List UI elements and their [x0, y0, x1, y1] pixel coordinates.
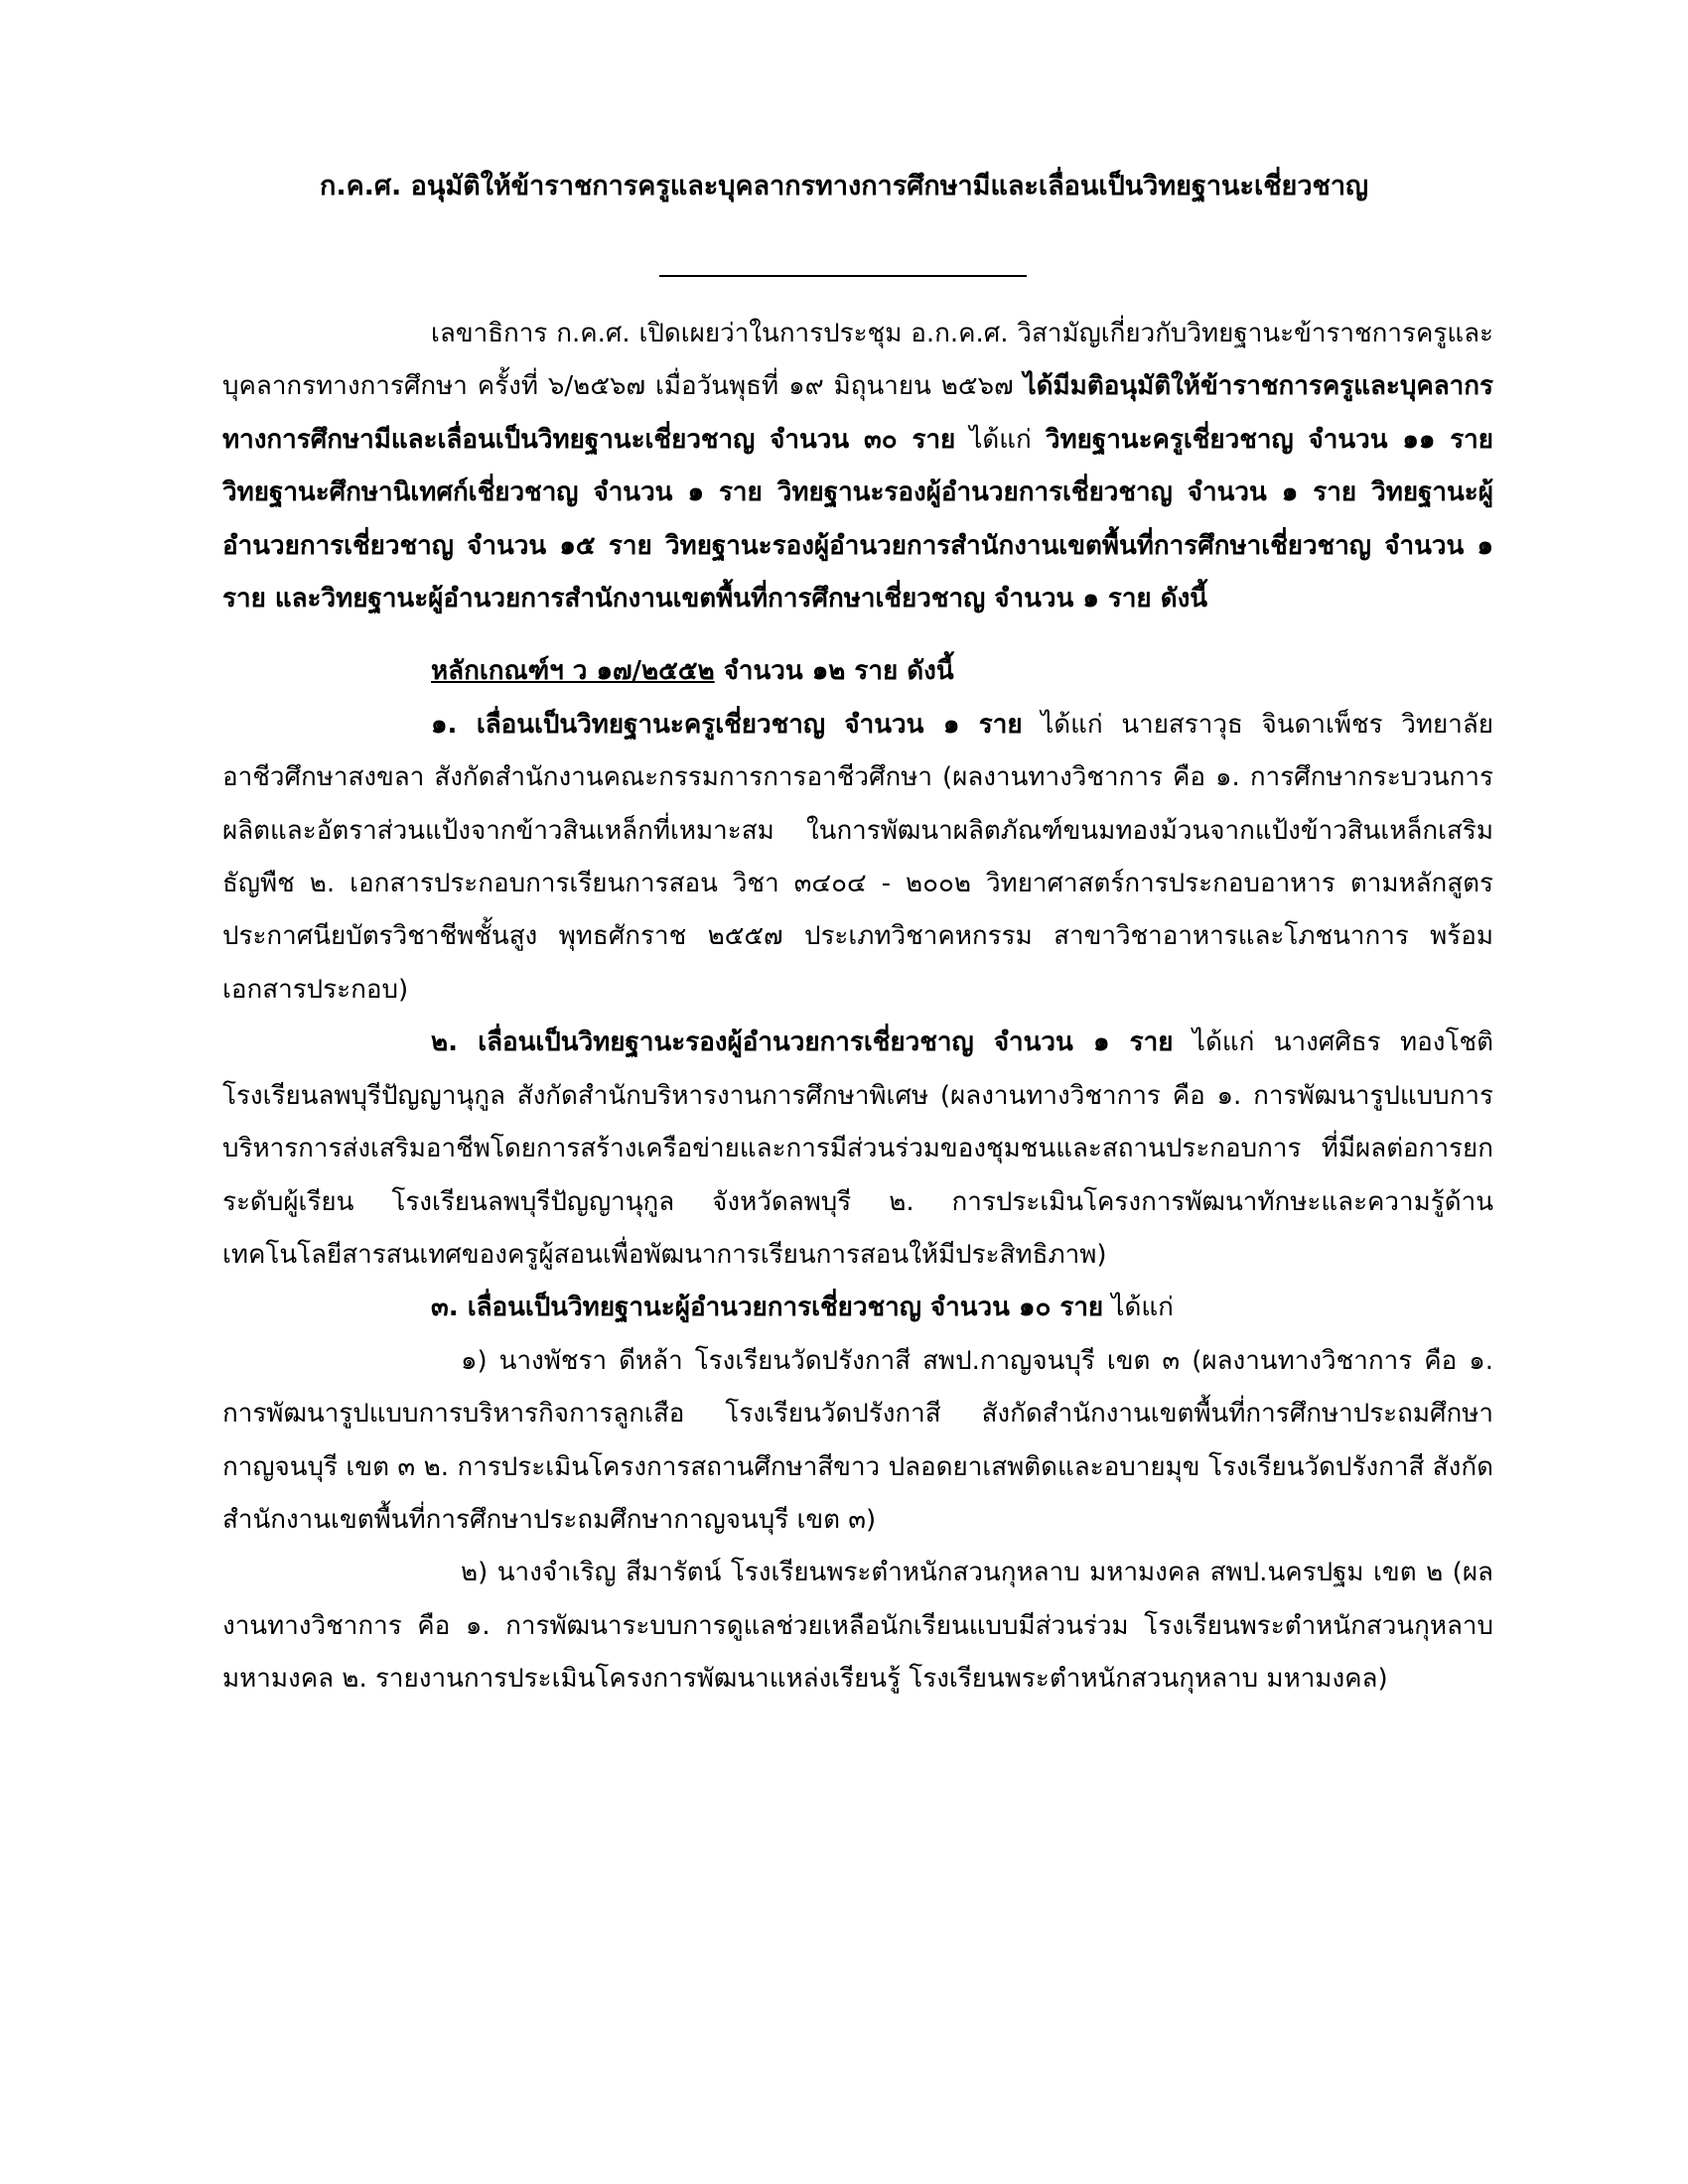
intro-resolution: ได้มีมติอนุมัติให้ข้าราชการครูและบุคลากรทางการศึกษามีและเลื่อนเป็นวิทยฐานะเชี่ยวชาญ จำนวน ๓๐ ราย — [222, 371, 1493, 455]
page-title: ก.ค.ศ. อนุมัติให้ข้าราชการครูและบุคลากรทางการศึกษามีและเลื่อนเป็นวิทยฐานะเชี่ยวชาญ — [319, 171, 1369, 202]
section-3-text: ได้แก่ — [1103, 1293, 1174, 1323]
document-body — [222, 308, 1493, 1706]
intro-paragraph — [222, 308, 1493, 625]
section-3-heading: ๓. เลื่อนเป็นวิทยฐานะผู้อำนวยการเชี่ยวชาญ จำนวน ๑๐ ราย — [431, 1293, 1104, 1323]
section-1-paragraph — [222, 699, 1493, 1017]
section-2-paragraph — [222, 1017, 1493, 1282]
list-item: ๒) นางจำเริญ สีมารัตน์ โรงเรียนพระตำหนักสวนกุหลาบ มหามงคล สพป.นครปฐม เขต ๒ (ผลงานทางวิชาการ คือ ๑. การพัฒนาระบบการดูแลช่วยเหลือนักเรียนแบบมีส่วนร่วม โรงเรียนพระตำหนักสวนกุหลาบ มหามงคล ๒. รายงานการประเมินโครงการพัฒนาแหล่งเรียนรู้ โรงเรียนพระตำหนักสวนกุหลาบ มหามงคล) — [222, 1558, 1493, 1695]
criteria-heading — [222, 645, 1493, 698]
criteria-count: จำนวน ๑๒ ราย ดังนี้ — [714, 656, 954, 687]
section-1-heading: ๑. เลื่อนเป็นวิทยฐานะครูเชี่ยวชาญ จำนวน ๑ ราย — [431, 709, 1023, 740]
criteria-reference: หลักเกณฑ์ฯ ว ๑๗/๒๕๕๒ — [431, 656, 715, 687]
section-2-heading: ๒. เลื่อนเป็นวิทยฐานะรองผู้อำนวยการเชี่ยวชาญ จำนวน ๑ ราย — [431, 1027, 1174, 1058]
intro-text: เลขาธิการ ก.ค.ศ. เปิดเผยว่าในการประชุม อ.ก.ค.ศ. วิสามัญเกี่ยวกับวิทยฐานะข้าราชการครูและบุคลากรทางการศึกษา ครั้งที่ ๖/๒๕๖๗ เมื่อวันพุธที่ ๑๙ มิถุนายน ๒๕๖๗ — [222, 319, 1493, 402]
section-3-paragraph — [222, 1282, 1493, 1334]
intro-breakdown: วิทยฐานะครูเชี่ยวชาญ จำนวน ๑๑ ราย วิทยฐานะศึกษานิเทศก์เชี่ยวชาญ จำนวน ๑ ราย วิทยฐานะรองผู้อำนวยการเชี่ยวชาญ จำนวน ๑ ราย วิทยฐานะผู้อำนวยการเชี่ยวชาญ จำนวน ๑๕ ราย วิทยฐานะรองผู้อำนวยการสำนักงานเขตพื้นที่การศึกษาเชี่ยวชาญ จำนวน ๑ ราย และวิทยฐานะผู้อำนวยการสำนักงานเขตพื้นที่การศึกษาเชี่ยวชาญ จำนวน ๑ ราย ดังนี้ — [222, 424, 1493, 614]
section-1-text: ได้แก่ นายสราวุธ จินดาเพ็ชร วิทยาลัยอาชีวศึกษาสงขลา สังกัดสำนักงานคณะกรรมการการอาชีวศึกษา (ผลงานทางวิชาการ คือ ๑. การศึกษากระบวนการผลิตและอัตราส่วนแป้งจากข้าวสินเหล็กที่เหมาะสม ในการพัฒนาผลิตภัณฑ์ขนมทองม้วนจากแป้งข้าวสินเหล็กเสริมธัญพืช ๒. เอกสารประกอบการเรียนการสอน วิชา ๓๔๐๔ - ๒๐๐๒ วิทยาศาสตร์การประกอบอาหาร ตามหลักสูตรประกาศนียบัตรวิชาชีพชั้นสูง พุทธศักราช ๒๕๕๗ ประเภทวิชาคหกรรม สาขาวิชาอาหารและโภชนาการ พร้อมเอกสารประกอบ) — [222, 709, 1493, 1005]
list-item: ๑) นางพัชรา ดีหล้า โรงเรียนวัดปรังกาสี สพป.กาญจนบุรี เขต ๓ (ผลงานทางวิชาการ คือ ๑. การพัฒนารูปแบบการบริหารกิจการลูกเสือ โรงเรียนวัดปรังกาสี สังกัดสำนักงานเขตพื้นที่การศึกษาประถมศึกษากาญจนบุรี เขต ๓ ๒. การประเมินโครงการสถานศึกษาสีขาว ปลอดยาเสพติดและอบายมุข โรงเรียนวัดปรังกาสี สังกัดสำนักงานเขตพื้นที่การศึกษาประถมศึกษากาญจนบุรี เขต ๓) — [222, 1345, 1493, 1535]
section-2-text: ได้แก่ นางศศิธร ทองโชติ โรงเรียนลพบุรีปัญญานุกูล สังกัดสำนักบริหารงานการศึกษาพิเศษ (ผลงานทางวิชาการ คือ ๑. การพัฒนารูปแบบการบริหารการส่งเสริมอาชีพโดยการสร้างเครือข่ายและการมีส่วนร่วมของชุมชนและสถานประกอบการ ที่มีผลต่อการยกระดับผู้เรียน โรงเรียนลพบุรีปัญญานุกูล จังหวัดลพบุรี ๒. การประเมินโครงการพัฒนาทักษะและความรู้ด้านเทคโนโลยีสารสนเทศของครูผู้สอนเพื่อพัฒนาการเรียนการสอนให้มีประสิทธิภาพ) — [222, 1027, 1493, 1270]
intro-connector: ได้แก่ — [955, 424, 1046, 455]
title-divider — [659, 275, 1027, 277]
